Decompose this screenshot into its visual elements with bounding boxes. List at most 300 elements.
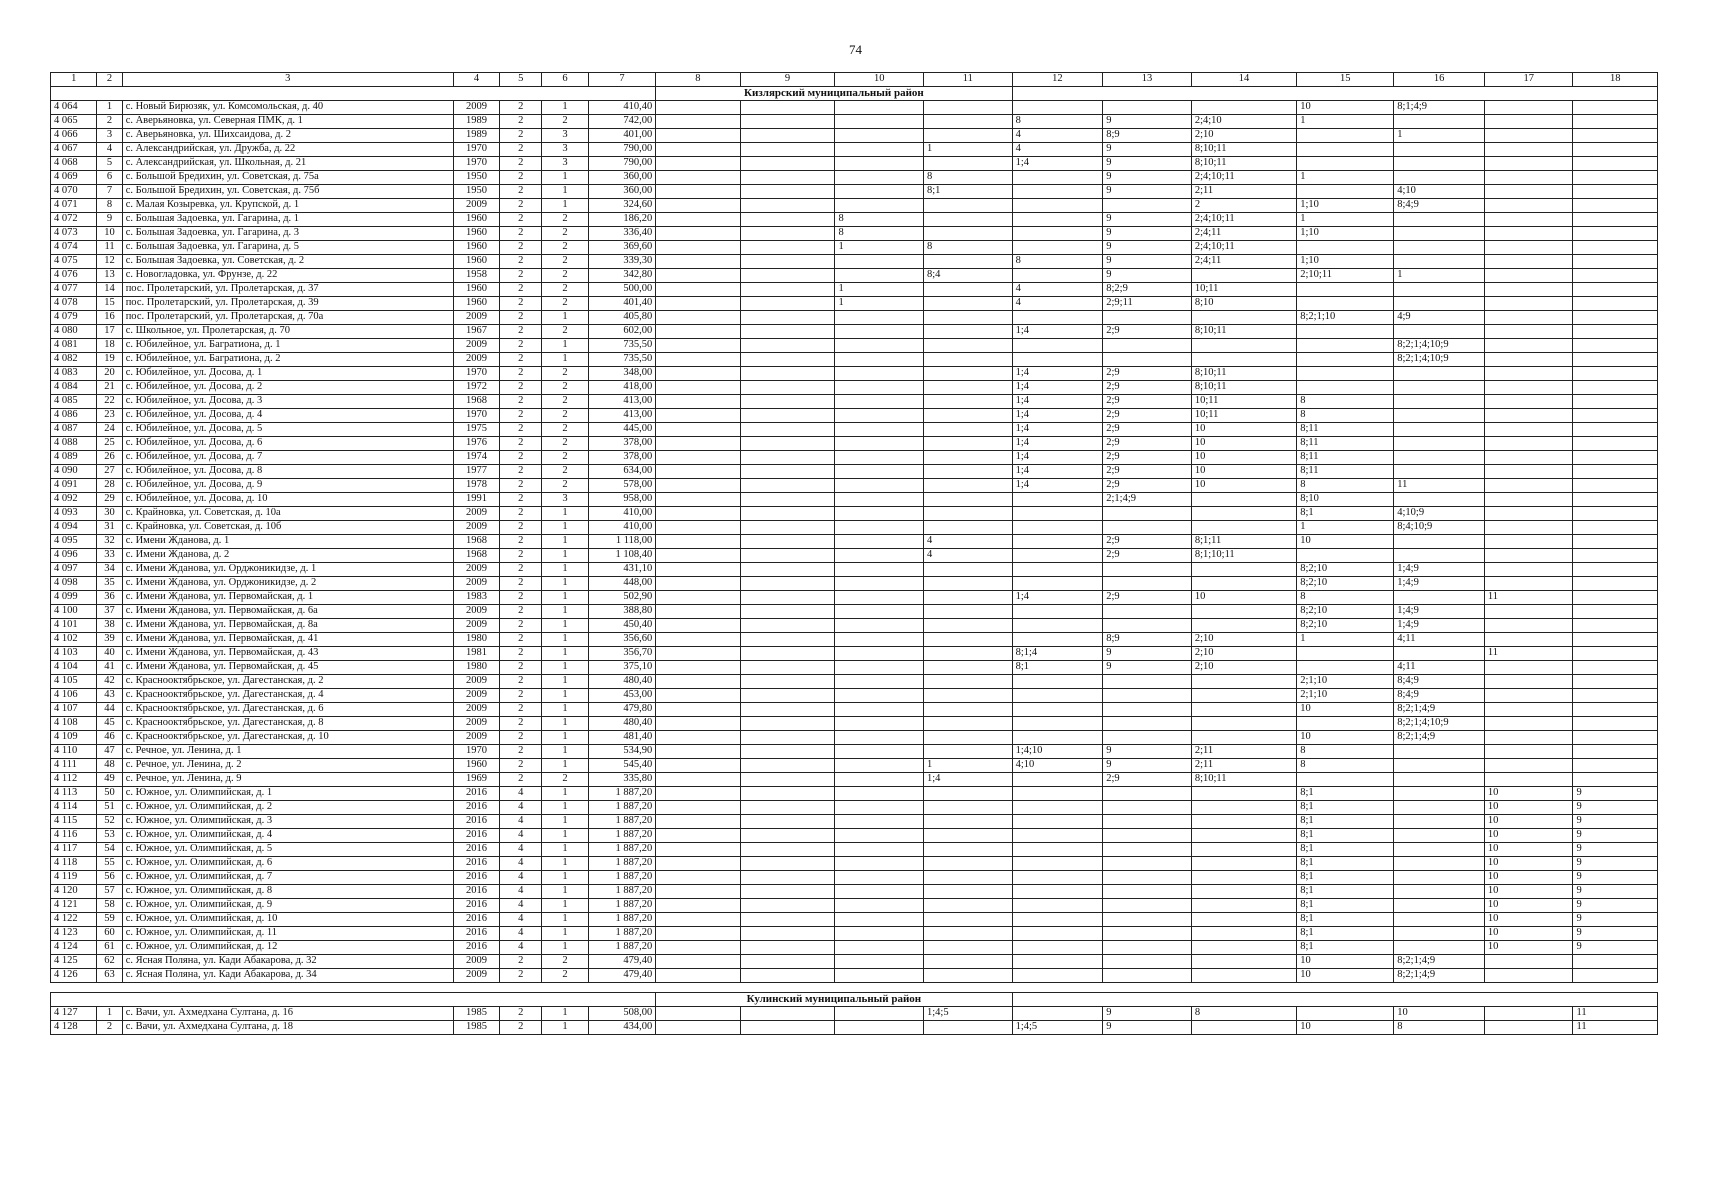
table-cell-col-18 <box>1573 157 1658 171</box>
table-cell-col-7: 479,80 <box>588 703 655 717</box>
table-cell-col-5: 2 <box>500 143 542 157</box>
table-cell-col-9 <box>740 507 835 521</box>
table-cell-col-4: 1960 <box>453 283 499 297</box>
table-row <box>51 199 1658 213</box>
table-cell-col-5: 2 <box>500 465 542 479</box>
table-cell-col-17 <box>1484 465 1573 479</box>
table-cell-col-9 <box>740 549 835 563</box>
table-cell-col-1: 4 078 <box>51 297 97 311</box>
table-cell-col-7: 545,40 <box>588 759 655 773</box>
table-cell-col-18: 9 <box>1573 899 1658 913</box>
table-cell-col-10 <box>835 185 924 199</box>
table-cell-col-5: 2 <box>500 591 542 605</box>
table-cell-col-5: 2 <box>500 1021 542 1035</box>
table-cell-col-10 <box>835 563 924 577</box>
table-cell-col-18 <box>1573 591 1658 605</box>
table-cell-col-1: 4 103 <box>51 647 97 661</box>
table-cell-col-5: 4 <box>500 857 542 871</box>
table-cell-col-2: 19 <box>97 353 122 367</box>
table-cell-col-13 <box>1103 605 1192 619</box>
table-cell-col-15: 8 <box>1297 395 1394 409</box>
table-cell-col-1: 4 110 <box>51 745 97 759</box>
table-cell-col-11 <box>924 227 1013 241</box>
table-cell-col-3: с. Александрийская, ул. Школьная, д. 21 <box>122 157 453 171</box>
table-cell-col-3: с. Аверьяновка, ул. Северная ПМК, д. 1 <box>122 115 453 129</box>
table-cell-col-17 <box>1484 353 1573 367</box>
table-cell-col-15 <box>1297 185 1394 199</box>
table-cell-col-6: 1 <box>542 745 588 759</box>
table-cell-col-1: 4 068 <box>51 157 97 171</box>
table-cell-col-5: 2 <box>500 437 542 451</box>
table-cell-col-7: 1 887,20 <box>588 941 655 955</box>
column-number-10: 10 <box>835 73 924 87</box>
table-row <box>51 605 1658 619</box>
table-cell-col-4: 1960 <box>453 297 499 311</box>
table-cell-col-16 <box>1394 423 1485 437</box>
table-cell-col-13: 9 <box>1103 227 1192 241</box>
table-cell-col-17 <box>1484 115 1573 129</box>
table-cell-col-2: 44 <box>97 703 122 717</box>
table-cell-col-13: 2;9 <box>1103 591 1192 605</box>
table-cell-col-11 <box>924 913 1013 927</box>
table-cell-col-2: 25 <box>97 437 122 451</box>
table-cell-col-7: 410,00 <box>588 521 655 535</box>
table-cell-col-2: 61 <box>97 941 122 955</box>
table-cell-col-15: 2;10;11 <box>1297 269 1394 283</box>
column-number-18: 18 <box>1573 73 1658 87</box>
table-cell-col-12: 1;4 <box>1012 591 1103 605</box>
table-cell-col-18 <box>1573 255 1658 269</box>
table-cell-col-17 <box>1484 255 1573 269</box>
table-cell-col-9 <box>740 115 835 129</box>
table-cell-col-12 <box>1012 241 1103 255</box>
table-cell-col-7: 453,00 <box>588 689 655 703</box>
table-cell-col-13: 9 <box>1103 157 1192 171</box>
table-cell-col-14: 2;10 <box>1191 661 1296 675</box>
table-cell-col-14: 8;10;11 <box>1191 143 1296 157</box>
table-cell-col-10 <box>835 857 924 871</box>
table-cell-col-11 <box>924 591 1013 605</box>
table-cell-col-14: 8;10;11 <box>1191 381 1296 395</box>
table-cell-col-6: 1 <box>542 843 588 857</box>
table-cell-col-8 <box>656 143 740 157</box>
table-cell-col-18 <box>1573 353 1658 367</box>
table-cell-col-18 <box>1573 759 1658 773</box>
table-cell-col-18 <box>1573 661 1658 675</box>
table-cell-col-3: с. Краснооктябрьское, ул. Дагестанская, д. 10 <box>122 731 453 745</box>
table-cell-col-11 <box>924 1021 1013 1035</box>
table-cell-col-16 <box>1394 241 1485 255</box>
table-cell-col-10 <box>835 675 924 689</box>
table-cell-col-3: с. Большая Задоевка, ул. Гагарина, д. 1 <box>122 213 453 227</box>
table-cell-col-11 <box>924 563 1013 577</box>
table-cell-col-15: 8 <box>1297 745 1394 759</box>
table-cell-col-11 <box>924 367 1013 381</box>
table-cell-col-17: 10 <box>1484 801 1573 815</box>
table-cell-col-12 <box>1012 605 1103 619</box>
table-cell-col-1: 4 119 <box>51 871 97 885</box>
table-cell-col-18: 9 <box>1573 885 1658 899</box>
table-cell-col-9 <box>740 227 835 241</box>
table-cell-col-12 <box>1012 311 1103 325</box>
table-cell-col-10 <box>835 339 924 353</box>
table-cell-col-5: 2 <box>500 115 542 129</box>
table-cell-col-8 <box>656 227 740 241</box>
table-row <box>51 325 1658 339</box>
table-cell-col-4: 2016 <box>453 815 499 829</box>
table-cell-col-17: 10 <box>1484 815 1573 829</box>
table-cell-col-10 <box>835 927 924 941</box>
table-cell-col-17 <box>1484 731 1573 745</box>
table-cell-col-9 <box>740 899 835 913</box>
table-cell-col-10 <box>835 731 924 745</box>
table-cell-col-13: 2;9 <box>1103 423 1192 437</box>
table-cell-col-14: 10 <box>1191 437 1296 451</box>
table-cell-col-13: 2;9 <box>1103 479 1192 493</box>
table-cell-col-1: 4 128 <box>51 1021 97 1035</box>
table-cell-col-18 <box>1573 955 1658 969</box>
table-cell-col-10 <box>835 955 924 969</box>
table-cell-col-8 <box>656 941 740 955</box>
table-row <box>51 381 1658 395</box>
table-cell-col-2: 22 <box>97 395 122 409</box>
table-cell-col-8 <box>656 591 740 605</box>
table-cell-col-18 <box>1573 241 1658 255</box>
table-row <box>51 339 1658 353</box>
table-cell-col-10 <box>835 171 924 185</box>
table-cell-col-4: 2009 <box>453 955 499 969</box>
table-cell-col-8 <box>656 605 740 619</box>
table-cell-col-5: 2 <box>500 661 542 675</box>
table-cell-col-14: 10 <box>1191 423 1296 437</box>
table-cell-col-13: 9 <box>1103 171 1192 185</box>
table-cell-col-15: 8 <box>1297 759 1394 773</box>
table-cell-col-9 <box>740 101 835 115</box>
table-cell-col-10: 1 <box>835 297 924 311</box>
table-cell-col-17 <box>1484 367 1573 381</box>
table-cell-col-8 <box>656 465 740 479</box>
table-cell-col-9 <box>740 367 835 381</box>
table-cell-col-6: 1 <box>542 101 588 115</box>
table-cell-col-2: 20 <box>97 367 122 381</box>
table-cell-col-1: 4 089 <box>51 451 97 465</box>
table-cell-col-17 <box>1484 423 1573 437</box>
table-cell-col-18: 9 <box>1573 857 1658 871</box>
table-cell-col-5: 2 <box>500 283 542 297</box>
table-cell-col-8 <box>656 563 740 577</box>
table-cell-col-8 <box>656 367 740 381</box>
table-cell-col-9 <box>740 199 835 213</box>
table-cell-col-8 <box>656 185 740 199</box>
table-cell-col-14 <box>1191 311 1296 325</box>
table-cell-col-2: 34 <box>97 563 122 577</box>
table-cell-col-8 <box>656 703 740 717</box>
table-cell-col-3: пос. Пролетарский, ул. Пролетарская, д. 70а <box>122 311 453 325</box>
table-cell-col-2: 3 <box>97 129 122 143</box>
table-cell-col-12: 1;4 <box>1012 395 1103 409</box>
table-cell-col-9 <box>740 129 835 143</box>
table-cell-col-8 <box>656 1021 740 1035</box>
table-cell-col-9 <box>740 311 835 325</box>
table-cell-col-7: 388,80 <box>588 605 655 619</box>
table-cell-col-2: 29 <box>97 493 122 507</box>
table-cell-col-6: 1 <box>542 563 588 577</box>
table-cell-col-1: 4 100 <box>51 605 97 619</box>
table-cell-col-6: 1 <box>542 591 588 605</box>
table-cell-col-1: 4 074 <box>51 241 97 255</box>
table-cell-col-17 <box>1484 325 1573 339</box>
table-cell-col-18 <box>1573 227 1658 241</box>
table-row <box>51 115 1658 129</box>
table-cell-col-14 <box>1191 689 1296 703</box>
table-cell-col-9 <box>740 395 835 409</box>
table-cell-col-1: 4 086 <box>51 409 97 423</box>
table-cell-col-6: 2 <box>542 451 588 465</box>
table-cell-col-9 <box>740 241 835 255</box>
column-number-7: 7 <box>588 73 655 87</box>
table-cell-col-10 <box>835 815 924 829</box>
section-header-spacer <box>51 993 656 1007</box>
table-cell-col-17 <box>1484 521 1573 535</box>
table-cell-col-2: 9 <box>97 213 122 227</box>
table-cell-col-4: 2016 <box>453 857 499 871</box>
table-cell-col-17: 10 <box>1484 843 1573 857</box>
table-cell-col-11 <box>924 605 1013 619</box>
table-cell-col-10 <box>835 619 924 633</box>
table-cell-col-12 <box>1012 493 1103 507</box>
table-cell-col-14: 10 <box>1191 591 1296 605</box>
table-cell-col-3: пос. Пролетарский, ул. Пролетарская, д. 39 <box>122 297 453 311</box>
table-cell-col-2: 14 <box>97 283 122 297</box>
table-cell-col-13 <box>1103 969 1192 983</box>
table-cell-col-11 <box>924 283 1013 297</box>
table-cell-col-4: 2009 <box>453 353 499 367</box>
table-cell-col-15 <box>1297 283 1394 297</box>
table-cell-col-13: 8;2;9 <box>1103 283 1192 297</box>
table-cell-col-17 <box>1484 199 1573 213</box>
table-cell-col-4: 1969 <box>453 773 499 787</box>
table-cell-col-5: 2 <box>500 731 542 745</box>
table-cell-col-17 <box>1484 143 1573 157</box>
table-cell-col-15: 8;11 <box>1297 437 1394 451</box>
table-cell-col-4: 2016 <box>453 843 499 857</box>
table-cell-col-14 <box>1191 801 1296 815</box>
table-cell-col-11 <box>924 647 1013 661</box>
table-cell-col-4: 1983 <box>453 591 499 605</box>
table-cell-col-4: 1970 <box>453 143 499 157</box>
table-cell-col-1: 4 083 <box>51 367 97 381</box>
table-cell-col-15: 1;10 <box>1297 255 1394 269</box>
table-cell-col-11 <box>924 479 1013 493</box>
table-cell-col-10 <box>835 941 924 955</box>
table-cell-col-6: 2 <box>542 367 588 381</box>
table-cell-col-4: 1989 <box>453 129 499 143</box>
table-cell-col-8 <box>656 759 740 773</box>
table-cell-col-7: 742,00 <box>588 115 655 129</box>
table-cell-col-18 <box>1573 311 1658 325</box>
table-cell-col-15: 10 <box>1297 101 1394 115</box>
table-cell-col-7: 1 118,00 <box>588 535 655 549</box>
table-cell-col-11 <box>924 115 1013 129</box>
table-cell-col-6: 3 <box>542 157 588 171</box>
table-cell-col-3: с. Юбилейное, ул. Досова, д. 3 <box>122 395 453 409</box>
table-cell-col-11 <box>924 423 1013 437</box>
table-cell-col-6: 2 <box>542 409 588 423</box>
table-cell-col-16 <box>1394 227 1485 241</box>
table-cell-col-14: 2;11 <box>1191 185 1296 199</box>
table-cell-col-18 <box>1573 647 1658 661</box>
table-cell-col-17 <box>1484 605 1573 619</box>
table-cell-col-6: 1 <box>542 1007 588 1021</box>
table-cell-col-18 <box>1573 675 1658 689</box>
table-cell-col-12 <box>1012 521 1103 535</box>
table-cell-col-16 <box>1394 647 1485 661</box>
table-cell-col-2: 27 <box>97 465 122 479</box>
table-cell-col-15: 1 <box>1297 115 1394 129</box>
table-cell-col-6: 3 <box>542 493 588 507</box>
table-cell-col-13 <box>1103 731 1192 745</box>
table-cell-col-18 <box>1573 129 1658 143</box>
table-cell-col-12: 1;4 <box>1012 437 1103 451</box>
table-cell-col-12 <box>1012 675 1103 689</box>
table-cell-col-16 <box>1394 395 1485 409</box>
table-cell-col-16 <box>1394 367 1485 381</box>
table-cell-col-18 <box>1573 423 1658 437</box>
table-cell-col-9 <box>740 535 835 549</box>
table-cell-col-8 <box>656 885 740 899</box>
table-cell-col-13: 9 <box>1103 143 1192 157</box>
table-cell-col-7: 1 887,20 <box>588 801 655 815</box>
table-cell-col-2: 8 <box>97 199 122 213</box>
table-cell-col-17: 10 <box>1484 927 1573 941</box>
table-cell-col-7: 335,80 <box>588 773 655 787</box>
table-cell-col-1: 4 073 <box>51 227 97 241</box>
table-cell-col-11 <box>924 325 1013 339</box>
table-cell-col-15 <box>1297 717 1394 731</box>
table-cell-col-15 <box>1297 367 1394 381</box>
table-cell-col-16: 8;4;9 <box>1394 199 1485 213</box>
table-cell-col-14: 8;10;11 <box>1191 773 1296 787</box>
table-cell-col-6: 2 <box>542 115 588 129</box>
table-cell-col-7: 1 887,20 <box>588 829 655 843</box>
table-cell-col-4: 2016 <box>453 885 499 899</box>
table-cell-col-12: 4 <box>1012 143 1103 157</box>
table-cell-col-17 <box>1484 563 1573 577</box>
table-cell-col-12 <box>1012 577 1103 591</box>
table-cell-col-14: 8;10;11 <box>1191 325 1296 339</box>
table-cell-col-15 <box>1297 647 1394 661</box>
table-cell-col-18 <box>1573 339 1658 353</box>
table-cell-col-14 <box>1191 955 1296 969</box>
table-cell-col-6: 1 <box>542 549 588 563</box>
table-cell-col-16 <box>1394 535 1485 549</box>
table-cell-col-2: 49 <box>97 773 122 787</box>
table-cell-col-6: 2 <box>542 227 588 241</box>
table-cell-col-12 <box>1012 703 1103 717</box>
table-cell-col-9 <box>740 465 835 479</box>
table-cell-col-16 <box>1394 451 1485 465</box>
table-cell-col-10 <box>835 899 924 913</box>
table-cell-col-13: 9 <box>1103 255 1192 269</box>
table-cell-col-5: 2 <box>500 157 542 171</box>
table-cell-col-6: 1 <box>542 689 588 703</box>
table-row <box>51 619 1658 633</box>
table-cell-col-1: 4 094 <box>51 521 97 535</box>
table-cell-col-14 <box>1191 577 1296 591</box>
table-row <box>51 255 1658 269</box>
table-cell-col-15 <box>1297 1007 1394 1021</box>
table-cell-col-3: с. Юбилейное, ул. Досова, д. 7 <box>122 451 453 465</box>
table-cell-col-2: 40 <box>97 647 122 661</box>
table-cell-col-6: 1 <box>542 507 588 521</box>
table-cell-col-14 <box>1191 269 1296 283</box>
table-row <box>51 773 1658 787</box>
table-cell-col-5: 4 <box>500 829 542 843</box>
table-row <box>51 129 1658 143</box>
table-row <box>51 535 1658 549</box>
table-cell-col-12 <box>1012 1007 1103 1021</box>
table-cell-col-1: 4 114 <box>51 801 97 815</box>
table-cell-col-17: 11 <box>1484 591 1573 605</box>
table-cell-col-18 <box>1573 633 1658 647</box>
table-cell-col-10 <box>835 871 924 885</box>
table-cell-col-3: с. Имени Жданова, ул. Первомайская, д. 8а <box>122 619 453 633</box>
table-cell-col-1: 4 064 <box>51 101 97 115</box>
table-cell-col-9 <box>740 661 835 675</box>
table-cell-col-12 <box>1012 815 1103 829</box>
table-cell-col-7: 336,40 <box>588 227 655 241</box>
table-cell-col-5: 2 <box>500 689 542 703</box>
table-cell-col-1: 4 115 <box>51 815 97 829</box>
table-cell-col-3: с. Южное, ул. Олимпийская, д. 4 <box>122 829 453 843</box>
table-cell-col-16: 10 <box>1394 1007 1485 1021</box>
table-row <box>51 969 1658 983</box>
table-cell-col-1: 4 125 <box>51 955 97 969</box>
table-cell-col-13 <box>1103 899 1192 913</box>
table-cell-col-5: 2 <box>500 605 542 619</box>
table-cell-col-18 <box>1573 213 1658 227</box>
table-cell-col-2: 24 <box>97 423 122 437</box>
table-cell-col-14 <box>1191 605 1296 619</box>
table-cell-col-12 <box>1012 871 1103 885</box>
table-cell-col-2: 46 <box>97 731 122 745</box>
table-cell-col-11: 1 <box>924 759 1013 773</box>
table-cell-col-9 <box>740 339 835 353</box>
table-cell-col-17: 10 <box>1484 899 1573 913</box>
table-cell-col-17 <box>1484 773 1573 787</box>
table-cell-col-16: 1;4;9 <box>1394 605 1485 619</box>
table-cell-col-5: 2 <box>500 535 542 549</box>
table-cell-col-8 <box>656 129 740 143</box>
table-row <box>51 563 1658 577</box>
table-cell-col-2: 58 <box>97 899 122 913</box>
table-cell-col-8 <box>656 801 740 815</box>
table-cell-col-4: 1980 <box>453 661 499 675</box>
table-cell-col-4: 1972 <box>453 381 499 395</box>
table-cell-col-2: 17 <box>97 325 122 339</box>
table-cell-col-5: 2 <box>500 367 542 381</box>
table-cell-col-5: 4 <box>500 871 542 885</box>
table-cell-col-1: 4 101 <box>51 619 97 633</box>
table-cell-col-2: 28 <box>97 479 122 493</box>
table-cell-col-5: 2 <box>500 297 542 311</box>
table-cell-col-6: 2 <box>542 479 588 493</box>
table-cell-col-3: с. Южное, ул. Олимпийская, д. 1 <box>122 787 453 801</box>
table-cell-col-17 <box>1484 227 1573 241</box>
table-cell-col-6: 2 <box>542 465 588 479</box>
table-cell-col-18: 11 <box>1573 1021 1658 1035</box>
table-cell-col-15: 10 <box>1297 703 1394 717</box>
